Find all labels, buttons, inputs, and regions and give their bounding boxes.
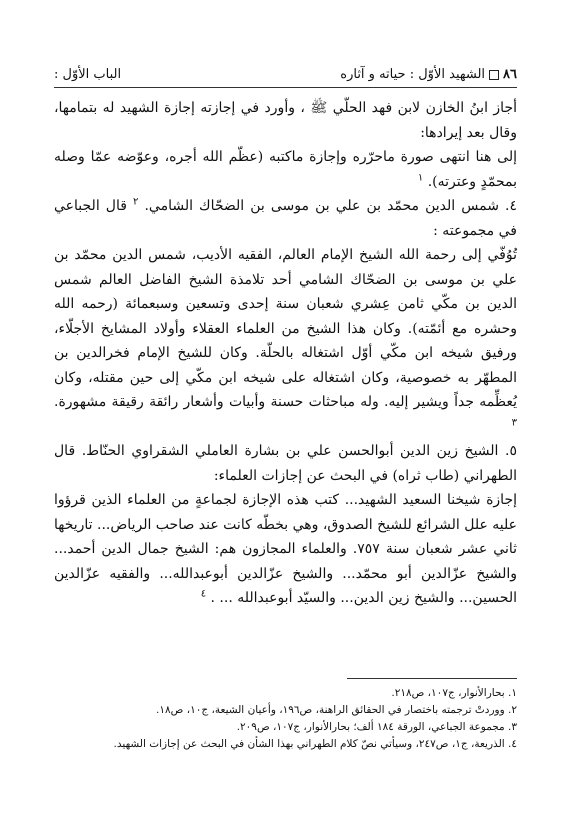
footnote-2: ٢. ووردتْ ترجمته باختصار في الحقائق الراهنة، ص١٩٦، وأعيان الشيعة، ج١٠، ص١٨. xyxy=(156,704,517,716)
entry-4-number: ٤. xyxy=(505,198,517,214)
header-rule xyxy=(54,87,517,88)
entry-4-name: شمس الدين محمّد بن علي بن موسى بن الضحّاك الشامي. xyxy=(144,198,499,214)
quotation-3 xyxy=(54,488,517,611)
running-header xyxy=(54,66,517,88)
quotation-2-text: تُوُفّي إلى رحمة الله الشيخ الإمام العالم، الفقيه الأديب، شمس الدين محمّد بن علي بن موسى بن الضحّاك الشامي أحد تلامذة الشيخ الفاضل العالم شمس الدين بن مكّي ثامن عِشري شعبان سنة إحدى وتسعين وسبعمائة (رحمه الله وحشره مع أئمّته). وكان هذا الشيخ من العلماء العقلاء وأولاد المشايخ الأجلّاء، ورفيق شيخه ابن مكّي أوّل اشتغاله بالحلّة. وكان للشيخ الإمام فخرالدين بن المطهّر به خصوصية، وكان اشتغاله على شيخه ابن مكّي إلى حين مقتله، وكان يُعظِّمه جداً ويشير إليه. وله مباحثات حسنة وأبيات وأشعار رائقة رقيقة مشهورة. xyxy=(54,247,517,410)
page-number: ٨٦ xyxy=(503,67,517,82)
entry-4-source: قال الجباعي في مجموعته : xyxy=(54,198,517,239)
footnote-ref-4: ٤ xyxy=(200,588,207,600)
running-title: الشهيد الأوّل : حياته و آثاره xyxy=(340,67,486,82)
footnote-ref-1: ١ xyxy=(417,171,424,183)
footnote-ref-2: ٢ xyxy=(133,196,139,208)
footnote-ref-3: ٣ xyxy=(511,416,517,428)
chapter-label: الباب الأوّل : xyxy=(54,67,122,82)
square-ornament-icon xyxy=(489,70,499,80)
quotation-1 xyxy=(54,145,517,194)
main-text xyxy=(54,96,517,611)
footnote-3: ٣. مجموعة الجباعي، الورقة ١٨٤ ألف؛ بحارالأنوار، ج١٠٧، ص٢٠٩. xyxy=(236,721,517,733)
entry-5 xyxy=(54,439,517,488)
footnote-1: ١. بحارالأنوار، ج١٠٧، ص٢١٨. xyxy=(391,687,517,699)
footnotes xyxy=(54,678,517,753)
header-title-group xyxy=(340,66,517,84)
entry-5-text: الشيخ زين الدين أبوالحسن علي بن بشارة العاملي الشقراوي الحنّاط. قال الطهراني (طاب ثراه) في البحث عن إجازات العلماء: xyxy=(54,443,517,484)
entry-5-number: ٥. xyxy=(505,443,517,459)
quotation-1-text: إلى هنا انتهى صورة ماحرّره وإجازة ماكتبه (عظّم الله أجره، وعوّضه عمّا وصله بمحمّدٍ وعترته). xyxy=(54,149,517,190)
quotation-3-text: إجازة شيخنا السعيد الشهيد... كتب هذه الإجازة لجماعةٍ من العلماء الذين قرؤوا عليه علل الشرائع للشيخ الصدوق، وهي بخطّه كانت عند صاحب الرياض... تاريخها ثاني عشر شعبان سنة ٧٥٧. والعلماء المجازون هم: الشيخ جمال الدين أحمد... والشيخ عزّالدين أبو محمّد... والشيخ عزّالدين أبوعبدالله... والفقيه عزّالدين الحسين... والشيخ زين الدين... والسيّد أبوعبدالله ... . xyxy=(54,492,518,606)
footnote-separator xyxy=(347,678,517,679)
entry-4 xyxy=(54,194,517,243)
footnote-4: ٤. الذريعة، ج١، ص٢٤٧، وسيأتي نصّ كلام الطهراني بهذا الشأن في البحث عن إجازات الشهيد. xyxy=(113,738,517,750)
quotation-2 xyxy=(54,243,517,439)
paragraph-intro: أجاز ابنُ الخازن لابن فهد الحلّي ﷺ ، وأورد في إجازته إجازة الشهيد له بتمامها، وقال بعد إيرادها: xyxy=(54,100,517,141)
